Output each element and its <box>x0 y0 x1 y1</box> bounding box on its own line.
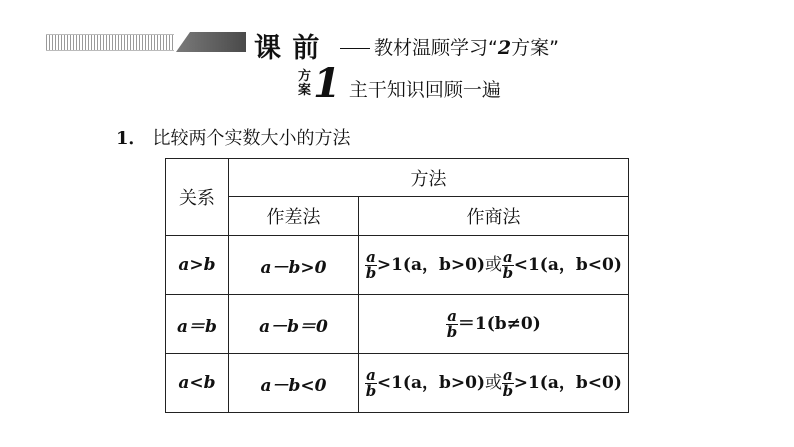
subtitle-number: 2 <box>497 37 512 59</box>
relation-text: a＝b <box>177 316 217 337</box>
scheme-heading <box>298 60 501 107</box>
header-quotient: 作商法 <box>359 197 629 236</box>
quotient-condition: >1(a，b>0) <box>376 254 485 275</box>
difference-text: a－b＝0 <box>259 316 328 337</box>
section-title: 比较两个实数大小的方法 <box>152 128 351 149</box>
table-header-row <box>166 159 629 197</box>
header-hatch-decoration <box>46 34 174 51</box>
fraction <box>502 365 514 400</box>
subtitle-prefix: 教材温顾学习“ <box>374 37 498 59</box>
fraction <box>446 306 458 341</box>
quotient-condition: <1(a，b<0) <box>513 254 622 275</box>
fraction-numerator: a <box>503 247 513 266</box>
table-row <box>166 354 629 413</box>
fraction <box>365 365 377 400</box>
or-text: 或 <box>485 372 502 393</box>
cell-relation <box>166 295 229 354</box>
table-row <box>166 236 629 295</box>
fraction-numerator: a <box>366 365 376 384</box>
table-row <box>166 295 629 354</box>
cell-quotient <box>359 354 629 413</box>
fraction-numerator: a <box>366 247 376 266</box>
cell-difference <box>229 354 359 413</box>
cell-difference <box>229 236 359 295</box>
header-subtitle <box>340 33 559 60</box>
cell-relation <box>166 354 229 413</box>
quotient-condition: >1(a，b<0) <box>513 372 622 393</box>
cell-relation <box>166 236 229 295</box>
cell-quotient <box>359 295 629 354</box>
fraction-denominator: b <box>502 263 514 282</box>
difference-text: a－b<0 <box>260 375 327 396</box>
scheme-number: 1 <box>313 60 341 107</box>
fraction <box>502 247 514 282</box>
fraction-denominator: b <box>365 263 377 282</box>
scheme-label-top: 方 <box>298 69 312 84</box>
section-heading <box>116 124 351 150</box>
quotient-condition: ＝1(b≠0) <box>457 313 541 334</box>
header-method: 方法 <box>229 159 629 197</box>
cell-quotient <box>359 236 629 295</box>
section-number: 1． <box>116 128 147 149</box>
header-difference: 作差法 <box>229 197 359 236</box>
fraction-numerator: a <box>503 365 513 384</box>
header-relation: 关系 <box>166 159 229 236</box>
fraction-denominator: b <box>502 381 514 400</box>
subtitle-dash <box>340 48 370 49</box>
header-title: 课 前 <box>254 33 321 64</box>
difference-text: a－b>0 <box>260 257 327 278</box>
fraction-denominator: b <box>365 381 377 400</box>
fraction-numerator: a <box>447 306 457 325</box>
relation-text: a>b <box>178 255 216 275</box>
fraction <box>365 247 377 282</box>
scheme-label <box>298 70 311 98</box>
scheme-label-bottom: 案 <box>298 83 312 98</box>
table-subheader-row <box>166 197 629 236</box>
scheme-text: 主干知识回顾一遍 <box>348 78 501 101</box>
comparison-table <box>165 158 629 413</box>
fraction-denominator: b <box>446 322 458 341</box>
header-bar-decoration <box>176 32 246 52</box>
or-text: 或 <box>485 254 502 275</box>
quotient-condition: <1(a，b>0) <box>376 372 485 393</box>
relation-text: a<b <box>178 373 216 393</box>
subtitle-suffix: 方案” <box>511 37 559 59</box>
cell-difference <box>229 295 359 354</box>
